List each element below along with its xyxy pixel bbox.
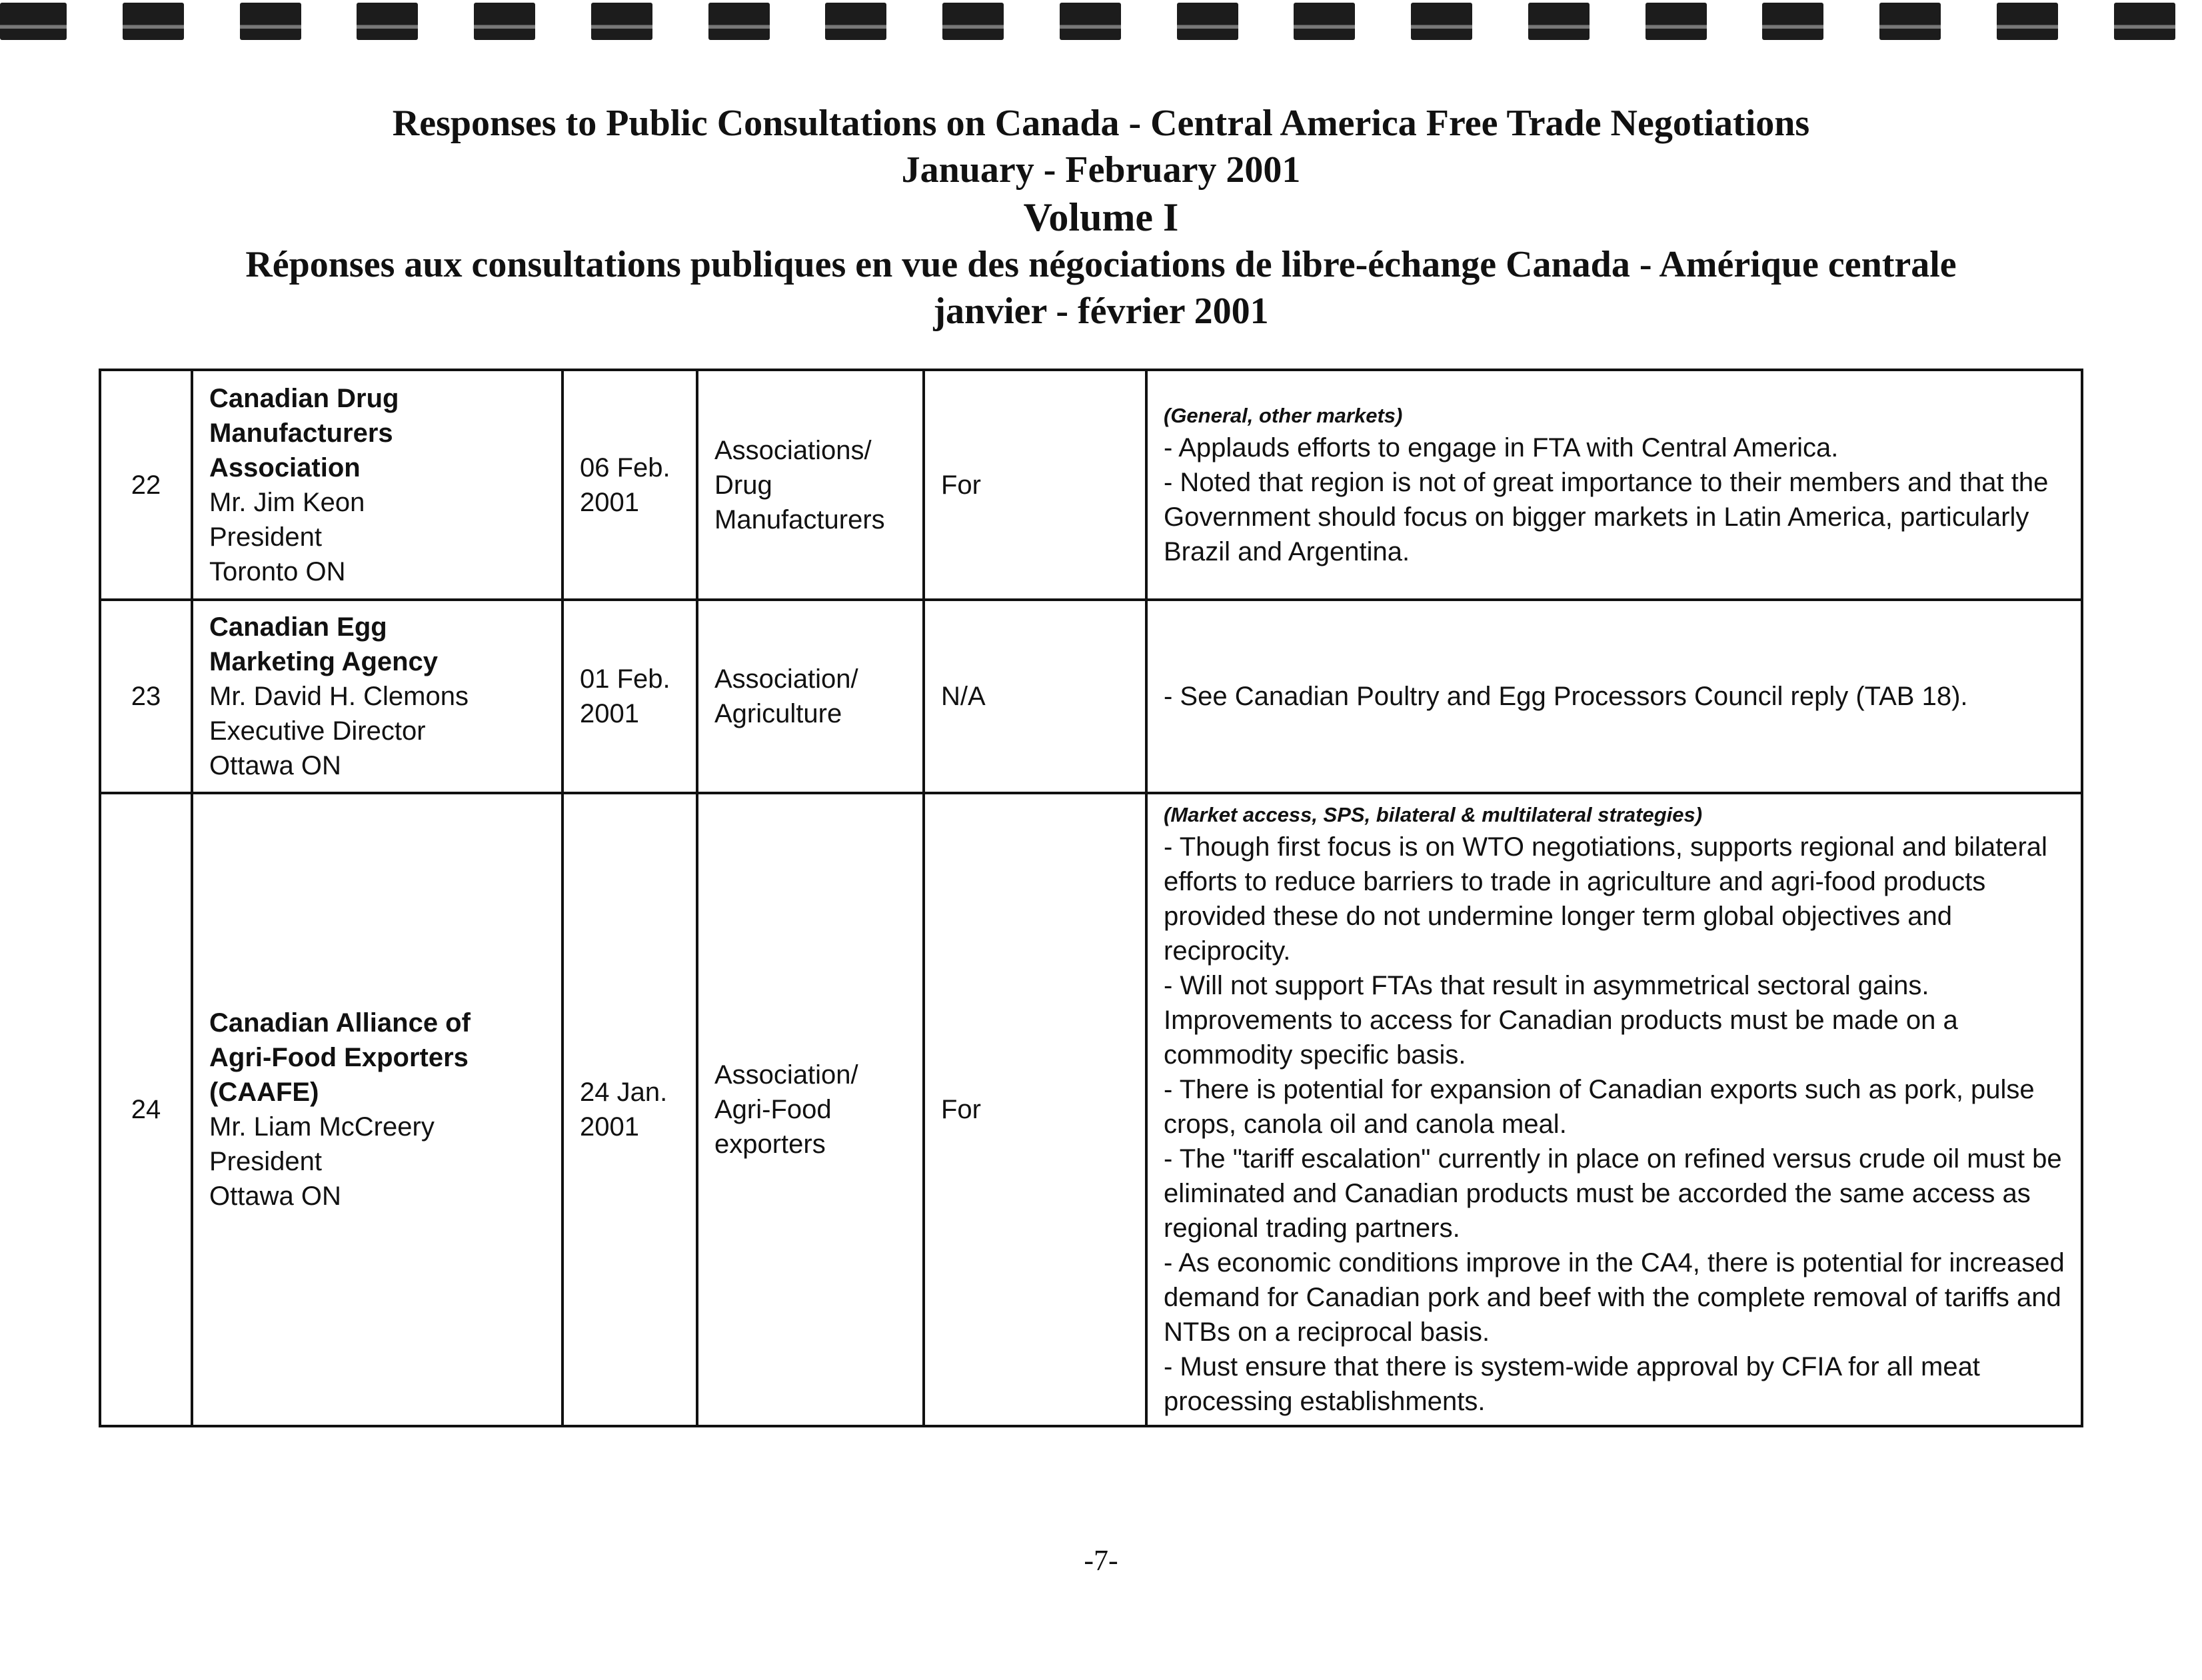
title-english: Responses to Public Consultations on Canada - Central America Free Trade Negotiations <box>392 103 1810 144</box>
binding-ring <box>2114 3 2175 40</box>
comment-item: - As economic conditions improve in the CA4, there is potential for increased demand for Canadian pork and beef with the complete removal of tariffs and NTBs on a reciprocal basis. <box>1164 1248 2065 1347</box>
binding-ring <box>825 3 886 40</box>
binding-ring <box>1879 3 1941 40</box>
date-year: 2001 <box>580 1112 639 1142</box>
position-cell: For <box>924 370 1146 600</box>
binding-ring <box>1060 3 1121 40</box>
volume-label: Volume I <box>1023 195 1179 239</box>
type-line: Agriculture <box>714 699 842 728</box>
dates-french: janvier - février 2001 <box>933 291 1269 332</box>
type-line: Association/ <box>714 1060 858 1090</box>
binding-ring <box>1762 3 1823 40</box>
type-line: Drug <box>714 470 772 500</box>
comments-cell <box>1146 600 2082 793</box>
contact-title: President <box>209 522 322 552</box>
document-header <box>0 100 2202 335</box>
organization-name: Canadian Alliance of Agri-Food Exporters (CAAFE) <box>209 1008 471 1107</box>
binding-ring <box>942 3 1004 40</box>
table-row <box>100 600 2082 793</box>
binding-ring <box>1997 3 2058 40</box>
page-number: -7- <box>1084 1544 1118 1577</box>
comment-topic: (Market access, SPS, bilateral & multilateral strategies) <box>1164 803 1703 826</box>
contact-name: Mr. Liam McCreery <box>209 1112 435 1142</box>
type-cell <box>697 793 924 1426</box>
date-day: 24 Jan. <box>580 1078 668 1107</box>
binding-ring <box>1528 3 1590 40</box>
comment-item: - Will not support FTAs that result in asymmetrical sectoral gains. Improvements to access for Canadian products must be made on a commodity specific basis. <box>1164 971 1958 1070</box>
contact-name: Mr. Jim Keon <box>209 487 365 517</box>
spiral-binding <box>0 0 2202 47</box>
type-line: Association/ <box>714 664 858 694</box>
binding-ring <box>357 3 418 40</box>
organization-cell <box>192 793 562 1426</box>
position-cell: For <box>924 793 1146 1426</box>
responses-table <box>99 369 2083 1427</box>
binding-ring <box>1411 3 1472 40</box>
position-cell: N/A <box>924 600 1146 793</box>
comment-item: - There is potential for expansion of Canadian exports such as pork, pulse crops, canola oil and canola meal. <box>1164 1075 2035 1139</box>
comment-item: - Noted that region is not of great importance to their members and that the Government should focus on bigger markets in Latin America, particularly Brazil and Argentina. <box>1164 467 2049 566</box>
contact-location: Toronto ON <box>209 556 346 586</box>
type-cell <box>697 370 924 600</box>
organization-name: Canadian Egg Marketing Agency <box>209 612 439 676</box>
type-cell <box>697 600 924 793</box>
organization-cell <box>192 600 562 793</box>
contact-title: Executive Director <box>209 716 426 746</box>
binding-ring <box>240 3 301 40</box>
binding-ring <box>474 3 535 40</box>
contact-location: Ottawa ON <box>209 1182 341 1211</box>
organization-cell <box>192 370 562 600</box>
comment-topic: (General, other markets) <box>1164 403 1403 427</box>
date-cell <box>562 600 697 793</box>
binding-ring <box>123 3 184 40</box>
row-number: 23 <box>100 600 192 793</box>
comments-cell <box>1146 793 2082 1426</box>
type-line: Associations/ <box>714 435 872 465</box>
table-row <box>100 370 2082 600</box>
row-number: 22 <box>100 370 192 600</box>
type-line: Manufacturers <box>714 504 885 534</box>
type-line: Agri-Food <box>714 1095 832 1124</box>
binding-ring <box>708 3 770 40</box>
dates-english: January - February 2001 <box>901 149 1301 191</box>
date-day: 01 Feb. <box>580 664 670 694</box>
date-cell <box>562 370 697 600</box>
row-number: 24 <box>100 793 192 1426</box>
binding-ring <box>1177 3 1238 40</box>
comment-item: - Though first focus is on WTO negotiations, supports regional and bilateral efforts to reduce barriers to trade in agriculture and agri-food products provided these do not undermine longer term global objectives and reciprocity. <box>1164 832 2047 966</box>
contact-title: President <box>209 1147 322 1176</box>
date-year: 2001 <box>580 487 639 517</box>
contact-name: Mr. David H. Clemons <box>209 682 469 711</box>
binding-ring <box>1646 3 1707 40</box>
comment-item: - Must ensure that there is system-wide approval by CFIA for all meat processing establishments. <box>1164 1352 1980 1416</box>
comments-cell <box>1146 370 2082 600</box>
binding-ring <box>0 3 67 40</box>
organization-name: Canadian Drug Manufacturers Association <box>209 383 399 482</box>
date-cell <box>562 793 697 1426</box>
binding-ring <box>591 3 652 40</box>
date-year: 2001 <box>580 699 639 728</box>
type-line: exporters <box>714 1130 826 1159</box>
comment-item: - The "tariff escalation" currently in place on refined versus crude oil must be eliminated and Canadian products must be accorded the same access as regional trading partners. <box>1164 1144 2062 1243</box>
contact-location: Ottawa ON <box>209 751 341 780</box>
title-french: Réponses aux consultations publiques en vue des négociations de libre-échange Canada - Amérique centrale <box>245 244 1957 285</box>
comment-item: - Applauds efforts to engage in FTA with Central America. <box>1164 432 1839 462</box>
comment-item: - See Canadian Poultry and Egg Processors Council reply (TAB 18). <box>1164 682 1968 711</box>
binding-ring <box>1294 3 1355 40</box>
table-row <box>100 793 2082 1426</box>
date-day: 06 Feb. <box>580 452 670 482</box>
